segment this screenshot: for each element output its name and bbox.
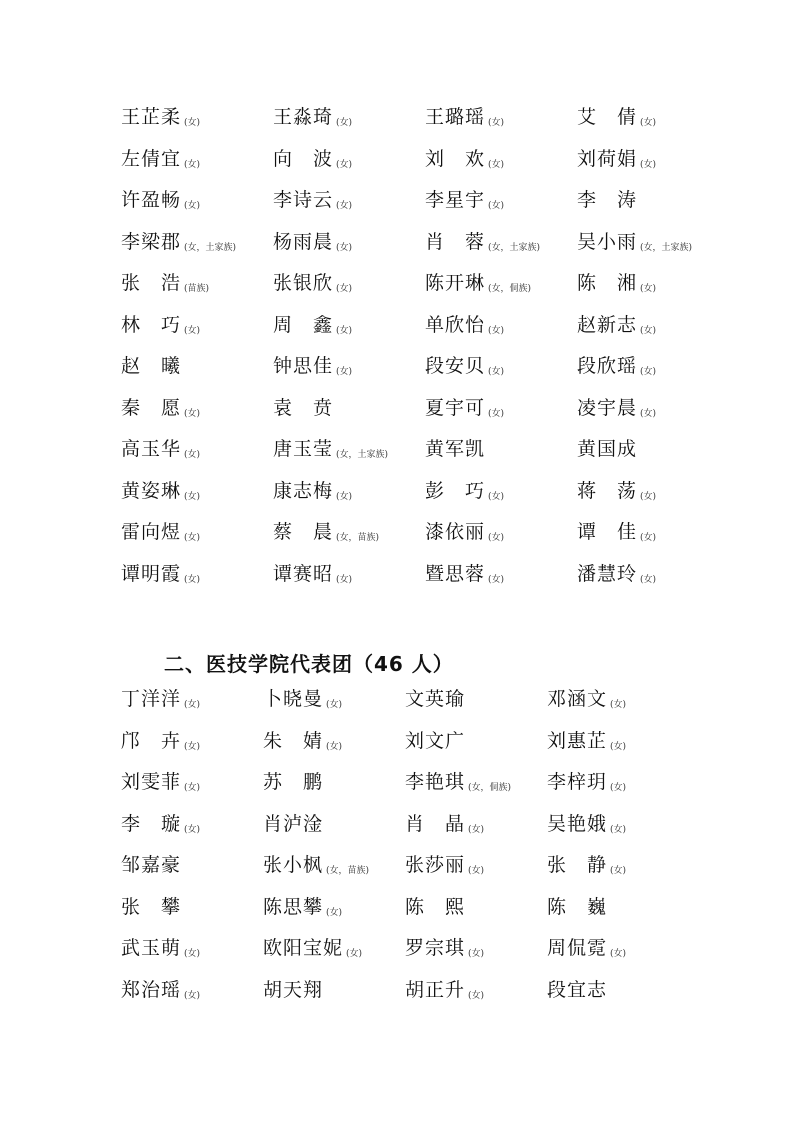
name-entry: [121, 767, 263, 809]
person-note: (女): [336, 284, 353, 294]
person-note: (女): [184, 990, 201, 1001]
name-entry: [273, 559, 425, 601]
name-entry: [121, 850, 263, 892]
name-entry: [121, 476, 273, 518]
person-note: (女): [184, 741, 201, 752]
name-entry: [577, 351, 729, 393]
person-name: 武玉萌: [121, 937, 182, 959]
name-entry: [425, 144, 577, 186]
person-note: (女，土家族): [488, 242, 541, 253]
name-entry: [547, 767, 689, 809]
person-name: 陈开琳: [425, 272, 486, 294]
name-entry: [273, 476, 425, 518]
person-name: 李诗云: [273, 189, 334, 211]
name-entry: [577, 185, 729, 227]
name-entry: [273, 434, 425, 476]
person-note: (女): [336, 574, 353, 585]
name-entry: [263, 767, 405, 809]
person-name: 谭明霞: [121, 562, 182, 585]
person-name: 蒋 荡: [577, 479, 638, 502]
person-name: 文英瑜: [405, 688, 466, 710]
person-note: (女): [468, 824, 485, 835]
person-name: 段安贝: [425, 355, 486, 377]
person-name: 段欣瑶: [577, 355, 638, 377]
name-entry: [547, 684, 689, 726]
name-entry: [425, 434, 577, 476]
name-entry: [121, 726, 263, 768]
person-name: 邹嘉豪: [121, 854, 182, 876]
person-note: (女，苗族): [326, 866, 370, 876]
name-entry: [121, 102, 273, 144]
person-note: (女): [488, 118, 505, 128]
person-note: (女): [610, 783, 627, 793]
person-note: (女，土家族): [336, 450, 389, 460]
name-entry: [263, 809, 405, 851]
name-entry: [425, 102, 577, 144]
person-note: (女): [488, 574, 505, 585]
person-name: 吴艳娥: [547, 812, 608, 835]
person-name: 雷向煜: [121, 521, 182, 543]
person-name: 李梓玥: [547, 771, 608, 793]
person-name: 康志梅: [273, 479, 334, 502]
person-note: (女): [488, 533, 505, 543]
person-name: 单欣怡: [425, 313, 486, 336]
person-name: 漆依丽: [425, 521, 486, 543]
name-list-section-2: [121, 684, 689, 1016]
person-name: 杨雨晨: [273, 230, 334, 253]
name-entry: [121, 517, 273, 559]
person-name: 罗宗琪: [405, 937, 466, 959]
person-note: (女): [336, 367, 353, 377]
person-name: 张莎丽: [405, 854, 466, 876]
person-note: (女): [336, 491, 353, 502]
person-name: 赵新志: [577, 313, 638, 336]
person-note: (女): [468, 866, 485, 876]
person-name: 黄军凯: [425, 438, 486, 460]
name-entry: [121, 434, 273, 476]
name-entry: [263, 975, 405, 1017]
name-entry: [425, 185, 577, 227]
person-name: 李 璇: [121, 812, 182, 835]
name-entry: [121, 268, 273, 310]
person-name: 张 浩: [121, 272, 182, 294]
name-entry: [577, 476, 729, 518]
name-entry: [547, 850, 689, 892]
person-name: 邝 卉: [121, 729, 182, 752]
name-entry: [425, 227, 577, 269]
person-note: (女): [640, 367, 657, 377]
name-entry: [405, 892, 547, 934]
person-note: (女): [184, 159, 201, 170]
person-note: (女): [184, 408, 201, 419]
person-note: (女): [184, 201, 201, 211]
person-name: 赵 曦: [121, 355, 182, 377]
person-name: 郑治瑶: [121, 978, 182, 1001]
person-note: (女): [184, 450, 201, 460]
person-name: 胡天翔: [263, 978, 324, 1001]
person-note: (女): [640, 284, 657, 294]
name-entry: [425, 393, 577, 435]
person-note: (女): [336, 159, 353, 170]
person-name: 谭赛昭: [273, 562, 334, 585]
name-entry: [263, 684, 405, 726]
person-name: 李 涛: [577, 189, 638, 211]
person-note: (女，侗族): [468, 783, 512, 793]
name-entry: [405, 975, 547, 1017]
person-note: (女): [488, 408, 505, 419]
name-entry: [263, 850, 405, 892]
person-name: 刘雯菲: [121, 771, 182, 793]
person-name: 卜晓曼: [263, 688, 324, 710]
person-name: 夏宇可: [425, 396, 486, 419]
person-note: (女): [184, 325, 201, 336]
person-note: (女): [488, 367, 505, 377]
person-note: (女): [488, 491, 505, 502]
person-name: 向 波: [273, 147, 334, 170]
person-note: (女): [640, 491, 657, 502]
person-name: 丁洋洋: [121, 688, 182, 710]
name-entry: [577, 393, 729, 435]
person-name: 段宜志: [547, 978, 608, 1001]
person-name: 蔡 晨: [273, 521, 334, 543]
person-note: (女): [610, 824, 627, 835]
person-name: 李艳琪: [405, 771, 466, 793]
name-entry: [121, 393, 273, 435]
person-name: 张 攀: [121, 895, 182, 918]
person-note: (女): [336, 242, 353, 253]
person-name: 黄姿琳: [121, 479, 182, 502]
person-note: (女): [184, 949, 201, 959]
name-entry: [425, 310, 577, 352]
person-note: (女): [346, 949, 363, 959]
name-entry: [121, 892, 263, 934]
name-entry: [577, 434, 729, 476]
person-note: (女): [184, 824, 201, 835]
person-note: (女): [184, 533, 201, 543]
name-entry: [273, 185, 425, 227]
person-name: 胡正升: [405, 978, 466, 1001]
name-entry: [405, 933, 547, 975]
name-entry: [547, 892, 689, 934]
person-name: 谭 佳: [577, 521, 638, 543]
name-entry: [425, 351, 577, 393]
person-name: 肖 晶: [405, 812, 466, 835]
name-entry: [273, 351, 425, 393]
name-entry: [121, 227, 273, 269]
name-entry: [263, 933, 405, 975]
name-entry: [273, 102, 425, 144]
person-name: 周侃霓: [547, 937, 608, 959]
person-name: 李星宇: [425, 189, 486, 211]
person-name: 吴小雨: [577, 230, 638, 253]
person-name: 陈 湘: [577, 272, 638, 294]
person-note: (女，侗族): [488, 284, 532, 294]
person-name: 刘文广: [405, 729, 466, 752]
name-entry: [577, 144, 729, 186]
name-entry: [263, 726, 405, 768]
name-entry: [577, 227, 729, 269]
person-name: 陈思攀: [263, 895, 324, 918]
name-entry: [273, 517, 425, 559]
person-name: 张小枫: [263, 854, 324, 876]
person-name: 陈 巍: [547, 895, 608, 918]
person-note: (女): [640, 118, 657, 128]
person-name: 周 鑫: [273, 313, 334, 336]
name-entry: [273, 268, 425, 310]
name-entry: [425, 476, 577, 518]
name-entry: [121, 185, 273, 227]
person-note: (女): [184, 700, 201, 710]
person-name: 潘慧玲: [577, 562, 638, 585]
person-name: 王芷柔: [121, 106, 182, 128]
name-entry: [273, 393, 425, 435]
person-name: 刘惠芷: [547, 729, 608, 752]
name-entry: [121, 684, 263, 726]
name-entry: [121, 975, 263, 1017]
name-entry: [405, 809, 547, 851]
name-entry: [273, 227, 425, 269]
person-note: (女): [468, 990, 485, 1001]
person-note: (女): [184, 783, 201, 793]
person-note: (女): [640, 533, 657, 543]
name-entry: [425, 559, 577, 601]
person-name: 黄国成: [577, 438, 638, 460]
person-note: (女): [336, 201, 353, 211]
person-name: 许盈畅: [121, 189, 182, 211]
name-entry: [405, 726, 547, 768]
name-entry: [263, 892, 405, 934]
person-name: 林 巧: [121, 313, 182, 336]
person-name: 刘荷娟: [577, 147, 638, 170]
name-entry: [577, 559, 729, 601]
person-name: 左倩宜: [121, 147, 182, 170]
person-note: (女，土家族): [640, 242, 693, 253]
name-entry: [577, 310, 729, 352]
person-name: 刘 欢: [425, 147, 486, 170]
name-entry: [577, 517, 729, 559]
person-name: 彭 巧: [425, 479, 486, 502]
name-entry: [121, 933, 263, 975]
name-entry: [547, 726, 689, 768]
person-note: (女): [468, 949, 485, 959]
name-entry: [273, 310, 425, 352]
name-entry: [405, 767, 547, 809]
person-note: (女): [488, 325, 505, 336]
name-entry: [121, 809, 263, 851]
person-name: 邓涵文: [547, 688, 608, 710]
person-note: (苗族): [184, 284, 210, 294]
person-note: (女，土家族): [184, 242, 237, 253]
person-note: (女): [610, 866, 627, 876]
person-name: 暨思蓉: [425, 562, 486, 585]
name-entry: [425, 268, 577, 310]
person-name: 唐玉莹: [273, 438, 334, 460]
person-note: (女): [610, 741, 627, 752]
name-entry: [405, 684, 547, 726]
person-name: 张 静: [547, 854, 608, 876]
person-name: 张银欣: [273, 272, 334, 294]
name-entry: [121, 351, 273, 393]
person-note: (女): [326, 907, 343, 918]
person-name: 欧阳宝妮: [263, 937, 344, 959]
person-name: 李梁郡: [121, 230, 182, 253]
name-entry: [577, 268, 729, 310]
name-entry: [273, 144, 425, 186]
person-name: 陈 熙: [405, 895, 466, 918]
person-note: (女): [336, 118, 353, 128]
person-name: 王璐瑶: [425, 106, 486, 128]
name-entry: [121, 559, 273, 601]
person-name: 肖 蓉: [425, 230, 486, 253]
person-name: 高玉华: [121, 438, 182, 460]
person-note: (女，苗族): [336, 533, 380, 543]
name-entry: [121, 144, 273, 186]
person-note: (女): [640, 408, 657, 419]
name-entry: [547, 933, 689, 975]
person-note: (女): [488, 201, 505, 211]
person-note: (女): [336, 325, 353, 336]
person-note: (女): [184, 574, 201, 585]
person-name: 苏 鹏: [263, 771, 324, 793]
person-note: (女): [610, 949, 627, 959]
person-name: 袁 贲: [273, 396, 334, 419]
person-name: 凌宇晨: [577, 396, 638, 419]
name-entry: [577, 102, 729, 144]
name-entry: [547, 809, 689, 851]
person-name: 钟思佳: [273, 355, 334, 377]
person-name: 朱 婧: [263, 729, 324, 752]
person-name: 肖泸淦: [263, 812, 324, 835]
person-note: (女): [640, 325, 657, 336]
person-note: (女): [610, 700, 627, 710]
name-entry: [547, 975, 689, 1017]
name-entry: [121, 310, 273, 352]
person-note: (女): [326, 741, 343, 752]
person-name: 艾 倩: [577, 106, 638, 128]
person-note: (女): [640, 574, 657, 585]
person-note: (女): [184, 118, 201, 128]
person-note: (女): [184, 491, 201, 502]
name-list-section-1: [121, 102, 729, 600]
name-entry: [425, 517, 577, 559]
person-note: (女): [640, 159, 657, 170]
name-entry: [405, 850, 547, 892]
person-note: (女): [488, 159, 505, 170]
person-name: 秦 愿: [121, 396, 182, 419]
section-heading: 二、医技学院代表团（46 人）: [164, 652, 454, 676]
person-name: 王淼琦: [273, 106, 334, 128]
person-note: (女): [326, 700, 343, 710]
